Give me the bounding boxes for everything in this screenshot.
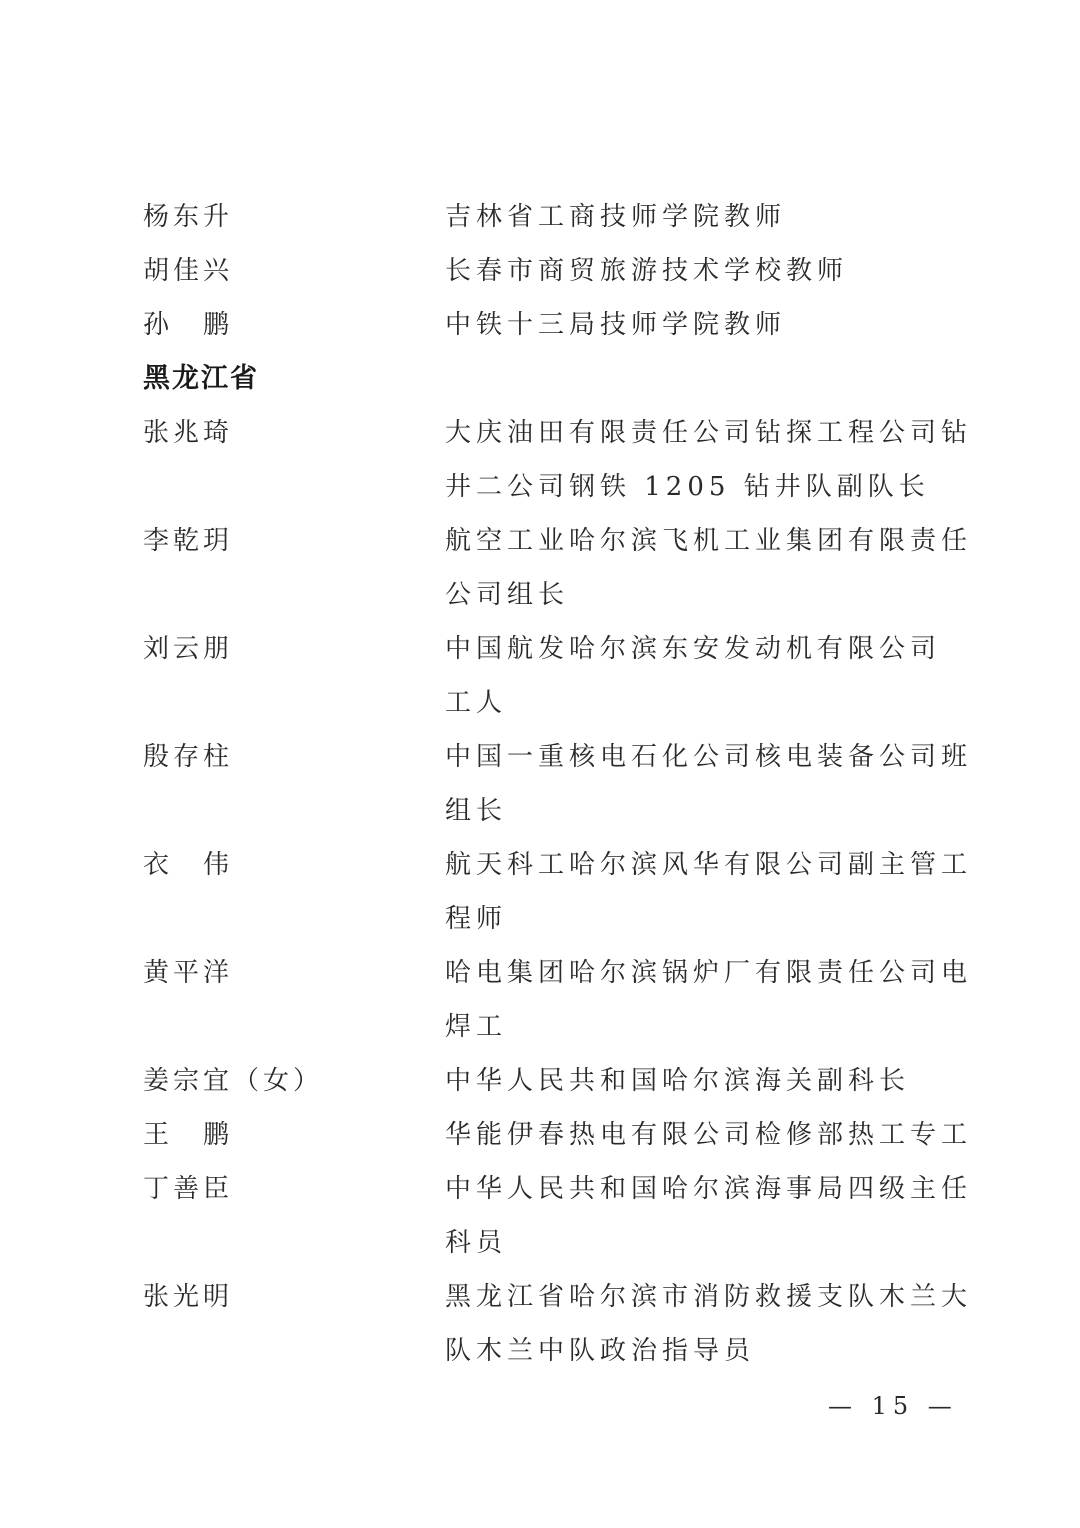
person-name: 李乾玥 — [143, 526, 234, 556]
person-title: 航天科工哈尔滨风华有限公司副主管工 — [445, 850, 973, 880]
list-item — [0, 1054, 1080, 1108]
person-name: 王 鹏 — [143, 1120, 234, 1150]
list-item-continuation — [0, 1216, 1080, 1270]
list-item-continuation — [0, 1000, 1080, 1054]
person-name: 杨东升 — [143, 202, 234, 232]
list-item — [0, 298, 1080, 352]
person-title: 中华人民共和国哈尔滨海关副科长 — [445, 1066, 911, 1096]
list-item — [0, 244, 1080, 298]
list-item — [0, 1162, 1080, 1216]
person-title: 中华人民共和国哈尔滨海事局四级主任 — [445, 1174, 973, 1204]
list-item-continuation — [0, 892, 1080, 946]
person-title: 吉林省工商技师学院教师 — [445, 202, 787, 232]
person-title-continued: 科员 — [445, 1228, 508, 1258]
list-item — [0, 622, 1080, 676]
list-item — [0, 838, 1080, 892]
person-name: 衣 伟 — [143, 850, 234, 880]
person-title: 中国航发哈尔滨东安发动机有限公司 — [445, 634, 942, 664]
person-title: 华能伊春热电有限公司检修部热工专工 — [445, 1120, 973, 1150]
person-name: 黄平洋 — [143, 958, 234, 988]
list-item — [0, 946, 1080, 1000]
person-title: 黑龙江省哈尔滨市消防救援支队木兰大 — [445, 1282, 973, 1312]
person-name: 姜宗宜（女） — [143, 1066, 324, 1096]
person-name: 丁善臣 — [143, 1174, 234, 1204]
list-item — [0, 514, 1080, 568]
list-item-continuation — [0, 1324, 1080, 1378]
list-item — [0, 1108, 1080, 1162]
person-name: 殷存柱 — [143, 742, 234, 772]
person-name: 胡佳兴 — [143, 256, 234, 286]
person-title-continued: 程师 — [445, 904, 508, 934]
person-title: 航空工业哈尔滨飞机工业集团有限责任 — [445, 526, 973, 556]
list-item — [0, 1270, 1080, 1324]
person-title: 长春市商贸旅游技术学校教师 — [445, 256, 849, 286]
list-item-continuation — [0, 784, 1080, 838]
person-title-continued: 组长 — [445, 796, 508, 826]
person-title-continued: 焊工 — [445, 1012, 508, 1042]
person-title: 哈电集团哈尔滨锅炉厂有限责任公司电 — [445, 958, 973, 988]
person-title-continued: 队木兰中队政治指导员 — [445, 1336, 756, 1366]
page-number: — 15 — — [828, 1392, 958, 1420]
person-name: 张光明 — [143, 1282, 234, 1312]
person-title-continued: 井二公司钢铁 1205 钻井队副队长 — [445, 472, 930, 502]
person-name: 刘云朋 — [143, 634, 234, 664]
person-title: 中国一重核电石化公司核电装备公司班 — [445, 742, 973, 772]
list-item — [0, 730, 1080, 784]
list-item-continuation — [0, 460, 1080, 514]
person-name: 孙 鹏 — [143, 310, 234, 340]
person-name: 张兆琦 — [143, 418, 234, 448]
province-heading: 黑龙江省 — [143, 363, 259, 394]
person-title-continued: 公司组长 — [445, 580, 570, 610]
person-title: 中铁十三局技师学院教师 — [445, 310, 787, 340]
list-item-continuation — [0, 676, 1080, 730]
person-title-continued: 工人 — [445, 688, 508, 718]
person-title: 大庆油田有限责任公司钻探工程公司钻 — [445, 418, 973, 448]
list-item — [0, 190, 1080, 244]
list-item-continuation — [0, 568, 1080, 622]
list-item — [0, 406, 1080, 460]
